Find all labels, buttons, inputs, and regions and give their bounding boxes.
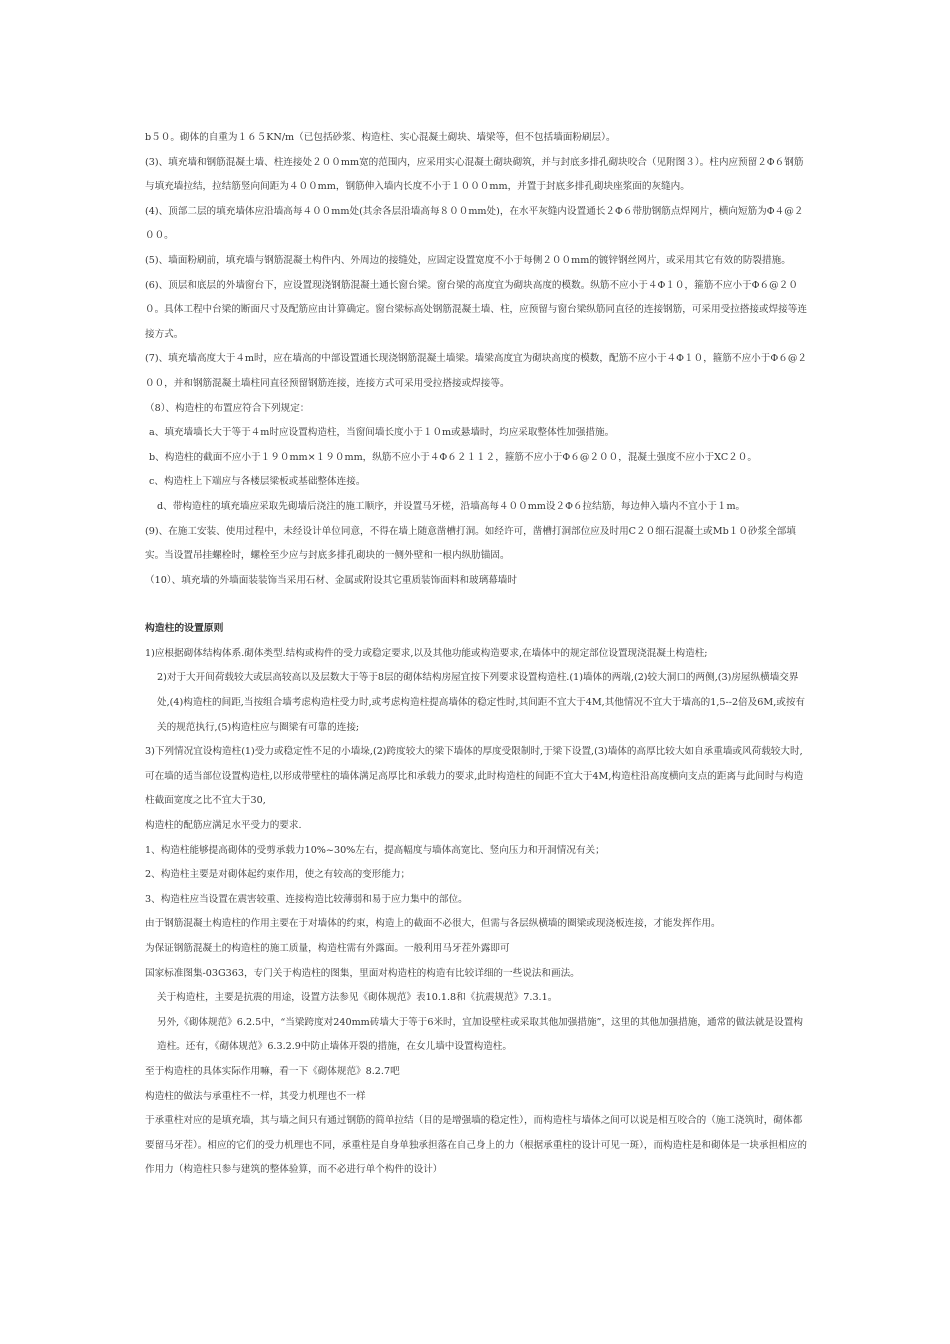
paragraph: 1)应根据砌体结构体系.砌体类型.结构或构件的受力或稳定要求,以及其他功能或构造要求,在墙体中的规定部位设置现浇混凝土构造柱; (145, 647, 708, 659)
paragraph: 至于构造柱的具体实际作用嘛，看一下《砌体规范》8.2.7吧 (145, 1065, 400, 1077)
paragraph: 为保证钢筋混凝土的构造柱的施工质量，构造柱需有外露面。一般利用马牙茬外露即可 (145, 943, 510, 954)
paragraph: 2、构造柱主要是对砌体起约束作用，使之有较高的变形能力； (145, 869, 411, 881)
paragraph: b５０。砌体的自重为１６５KN/m（已包括砂浆、构造柱、实心混凝土砌块、墙梁等，但不包括墙面粉刷层）。 (145, 132, 616, 143)
list-item: c、构造柱上下端应与各楼层梁板或基础整体连接。 (149, 476, 366, 488)
paragraph: 由于钢筋混凝土构造柱的作用主要在于对墙体的约束，构造上的截面不必很大，但需与各层纵横墙的圈梁或现浇板连接，才能发挥作用。 (145, 918, 721, 930)
paragraph: 1、构造柱能够提高砌体的受剪承载力10%~30%左右，提高幅度与墙体高宽比、竖向压力和开洞情况有关； (145, 844, 605, 856)
paragraph: (5)、墙面粉刷前，填充墙与钢筋混凝土构件内、外周边的接缝处，应固定设置宽度不小于每侧２００mm的镀锌钢丝网片，或采用其它有效的防裂措施。 (145, 254, 791, 266)
spacer (145, 593, 810, 617)
paragraph: 国家标准图集-03G363，专门关于构造柱的图集，里面对构造柱的构造有比较详细的一些说法和画法。 (145, 967, 580, 979)
paragraph: 3)下列情况宜设构造柱(1)受力或稳定性不足的小墙垛,(2)跨度较大的梁下墙体的厚度受限制时,于梁下设置,(3)墙体的高厚比较大如自承重墙或风荷载较大时,可在墙的适当部位设置构造柱,以形成带壁柱的墙体满足高厚比和承载力的要求,此时构造柱的间距不宜大于4M,构造柱沿高度横向支点的距离与此间时与构造柱截面宽度之比不宜大于30, (145, 746, 804, 807)
paragraph: 构造柱的配筋应满足水平受力的要求. (145, 820, 302, 832)
paragraph: 关于构造柱，主要是抗震的用途，设置方法参见《砌体规范》表10.1.8和《抗震规范》7.3.1。 (157, 992, 558, 1004)
paragraph: (3)、填充墙和钢筋混凝土墙、柱连接处２００mm宽的范围内，应采用实心混凝土砌块砌筑，并与封底多排孔砌块咬合（见附图３）。柱内应预留２Φ６钢筋与填充墙拉结，拉结筋竖向间距为４００mm，钢筋伸入墙内长度不小于１０００mm，并置于封底多排孔砌块座浆面的灰缝内。 (145, 156, 804, 193)
paragraph: (9)、在施工安装、使用过程中，未经设计单位同意，不得在墙上随意凿槽打洞。如经许可，凿槽打洞部位应及时用C２０细石混凝土或Mb１０砂浆全部填实。当设置吊挂螺栓时，螺栓至少应与封底多排孔砌块的一侧外壁和一根内纵肋锚固。 (145, 525, 796, 562)
paragraph: 构造柱的做法与承重柱不一样，其受力机理也不一样 (145, 1090, 366, 1102)
paragraph: (6)、顶层和底层的外墙窗台下，应设置现浇钢筋混凝土通长窗台梁。窗台梁的高度宜为砌块高度的模数。纵筋不应小于４Φ１０，箍筋不应小于Φ６@２００。具体工程中台梁的断面尺寸及配筋应由计算确定。窗台梁标高处钢筋混凝土墙、柱，应预留与窗台梁纵筋同直径的连接钢筋，可采用受拉搭接或焊接等连接方式。 (145, 279, 807, 340)
paragraph: (7)、填充墙高度大于４m时，应在墙高的中部设置通长现浇钢筋混凝土墙梁。墙梁高度宜为砌块高度的模数，配筋不应小于４Φ１０，箍筋不应小于Φ６@２００，并和钢筋混凝土墙柱同直径预留钢筋连接，连接方式可采用受拉搭接或焊接等。 (145, 353, 808, 389)
paragraph: （8）、构造柱的布置应符合下列规定： (145, 402, 310, 414)
list-item: a、填充墙墙长大于等于４m时应设置构造柱，当窗间墙长度小于１０m或悬墙时，均应采取整体性加强措施。 (149, 427, 615, 439)
paragraph: 于承重柱对应的是填充墙，其与墙之间只有通过钢筋的简单拉结（目的是增强墙的稳定性），而构造柱与墙体之间可以说是相互咬合的（施工浇筑时，砌体都要留马牙茬）。相应的它们的受力机理也不同，承重柱是自身单独承担落在自己身上的力（根据承重柱的设计可见一斑），而构造柱是和砌体是一块承担相应的作用力（构造柱只参与建筑的整体验算，而不必进行单个构件的设计） (145, 1115, 807, 1176)
list-item: d、带构造柱的填充墙应采取先砌墙后浇注的施工顺序，并设置马牙槎，沿墙高每４００mm设２Φ６拉结筋，每边伸入墙内不宜小于１m。 (157, 500, 746, 512)
list-item: b、构造柱的截面不应小于１９０mm×１９０mm，纵筋不应小于４Φ６２１１２，箍筋不应小于Φ６@２００，混凝土强度不应小于XC２０。 (149, 451, 757, 463)
paragraph: （10）、填充墙的外墙面装装饰当采用石材、金属或附设其它重质装饰面料和玻璃幕墙时 (145, 574, 517, 586)
section-heading: 构造柱的设置原则 (145, 623, 224, 635)
document-page (145, 126, 810, 1183)
paragraph: 2)对于大开间荷载较大或层高较高以及层数大于等于8层的砌体结构房屋宜按下列要求设置构造柱.(1)墙体的两端,(2)较大洞口的两侧,(3)房屋纵横墙交界处,(4)构造柱的间距,当按组合墙考虑构造柱受力时,或考虑构造柱提高墙体的稳定性时,其间距不宜大于4M,其他情况不宜大于墙高的1,5--2倍及6M,或按有关的规范执行,(5)构造柱应与圈梁有可靠的连接; (157, 672, 806, 733)
paragraph: (4)、顶部二层的填充墙体应沿墙高每４００mm处(其余各层沿墙高每８００mm处)，在水平灰缝内设置通长２Φ６带肋钢筋点焊网片，横向短筋为Φ４@２００。 (145, 205, 804, 242)
paragraph: 3、构造柱应当设置在震害较重、连接构造比较薄弱和易于应力集中的部位。 (145, 893, 468, 905)
paragraph: 另外,《砌体规范》6.2.5中，“当梁跨度对240mm砖墙大于等于6米时，宜加设壁柱或采取其他加强措施”，这里的其他加强措施，通常的做法就是设置构造柱。还有，《砌体规范》6.3.2.9中防止墙体开裂的措施，在女儿墙中设置构造柱。 (157, 1016, 803, 1053)
